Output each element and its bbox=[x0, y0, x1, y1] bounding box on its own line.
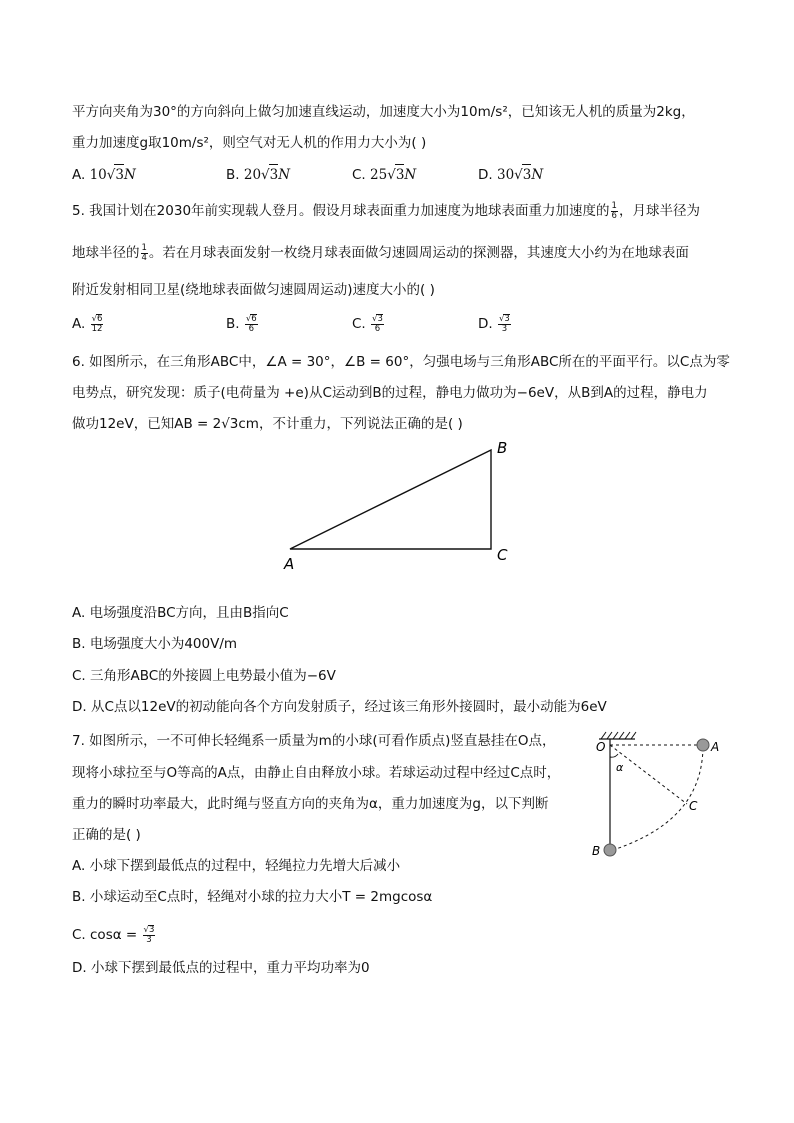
q4-option-a: A. 10√3N bbox=[72, 164, 136, 185]
q7-stem-line-2: 现将小球拉至与O等高的A点，由静止自由释放小球。若球运动过程中经过C点时， bbox=[72, 765, 561, 781]
fraction: $\frac{1}{4}$ bbox=[141, 242, 147, 263]
q7-option-c: C. cosα = $\frac{√3}{3}$ bbox=[72, 925, 155, 945]
fraction: $\frac{1}{6}$ bbox=[611, 200, 617, 221]
label-b: B bbox=[592, 844, 601, 858]
label-o: O bbox=[596, 740, 606, 754]
q4-stem-line-2: 重力加速度g取10m/s²，则空气对无人机的作用力大小为( ) bbox=[72, 135, 427, 151]
q6-option-c: C. 三角形ABC的外接圆上电势最小值为−6V bbox=[72, 668, 336, 684]
ceiling-hatch bbox=[601, 732, 636, 739]
dashed-line-oc bbox=[610, 745, 687, 804]
q7-stem-line-3: 重力的瞬时功率最大，此时绳与竖直方向的夹角为α，重力加速度为g，以下判断 bbox=[72, 796, 549, 812]
q6-option-d: D. 从C点以12eV的初动能向各个方向发射质子，经过该三角形外接圆时，最小动能为6eV bbox=[72, 699, 607, 715]
triangle-abc-figure bbox=[270, 436, 530, 576]
q5-stem-line-3: 附近发射相同卫星(绕地球表面做匀速圆周运动)速度大小的( ) bbox=[72, 282, 435, 298]
q6-stem-line-3: 做功12eV，已知AB = 2√3cm，不计重力，下列说法正确的是( ) bbox=[72, 416, 463, 432]
q4-option-c: C. 25√3N bbox=[352, 164, 416, 185]
label-c: C bbox=[497, 546, 508, 564]
q4-stem-line-1: 平方向夹角为30°的方向斜向上做匀加速直线运动，加速度大小为10m/s²，已知该无人机的质量为2kg， bbox=[72, 104, 695, 120]
angle-arc bbox=[610, 754, 618, 757]
q5-option-a: A. $\frac{√6}{12}$ bbox=[72, 314, 103, 334]
q7-stem-line-1: 7. 如图所示，一不可伸长轻绳系一质量为m的小球(可看作质点)竖直悬挂在O点， bbox=[72, 733, 556, 749]
label-b: B bbox=[497, 439, 508, 457]
ball-b bbox=[604, 844, 616, 856]
label-a: A bbox=[284, 555, 295, 573]
q5-option-d: D. $\frac{√3}{3}$ bbox=[478, 314, 510, 334]
q4-option-b: B. 20√3N bbox=[226, 164, 290, 185]
label-alpha: α bbox=[616, 761, 624, 774]
q6-option-b: B. 电场强度大小为400V/m bbox=[72, 636, 238, 652]
pendulum-figure bbox=[585, 726, 735, 866]
q7-option-a: A. 小球下摆到最低点的过程中，轻绳拉力先增大后减小 bbox=[72, 858, 401, 874]
q4-option-d: D. 30√3N bbox=[478, 164, 543, 185]
q5-option-c: C. $\frac{√3}{6}$ bbox=[352, 314, 383, 334]
q5-option-b: B. $\frac{√6}{6}$ bbox=[226, 314, 257, 334]
q5-stem-line-2: 地球半径的 $\frac{1}{4}$ 。若在月球表面发射一枚绕月球表面做匀速圆周运动的探测器，其速度大小约为在地球表面 bbox=[72, 242, 689, 263]
triangle-abc bbox=[290, 450, 491, 549]
q5-stem-line-1: 5. 我国计划在2030年前实现载人登月。假设月球表面重力加速度为地球表面重力加速度的 $\frac{1}{6}$ ，月球半径为 bbox=[72, 200, 700, 221]
q7-stem-line-4: 正确的是( ) bbox=[72, 827, 141, 843]
label-a: A bbox=[711, 740, 720, 754]
q6-stem-line-2: 电势点，研究发现：质子(电荷量为 +e)从C运动到B的过程，静电力做功为−6eV，从B到A的过程，静电力 bbox=[72, 385, 708, 401]
q6-option-a: A. 电场强度沿BC方向，且由B指向C bbox=[72, 605, 289, 621]
ball-a bbox=[697, 739, 709, 751]
label-c: C bbox=[689, 799, 698, 813]
q7-option-d: D. 小球下摆到最低点的过程中，重力平均功率为0 bbox=[72, 960, 370, 976]
q6-stem-line-1: 6. 如图所示，在三角形ABC中，∠A = 30°，∠B = 60°，匀强电场与三角形ABC所在的平面平行。以C点为零 bbox=[72, 354, 730, 370]
q7-option-b: B. 小球运动至C点时，轻绳对小球的拉力大小T = 2mgcosα bbox=[72, 889, 433, 905]
